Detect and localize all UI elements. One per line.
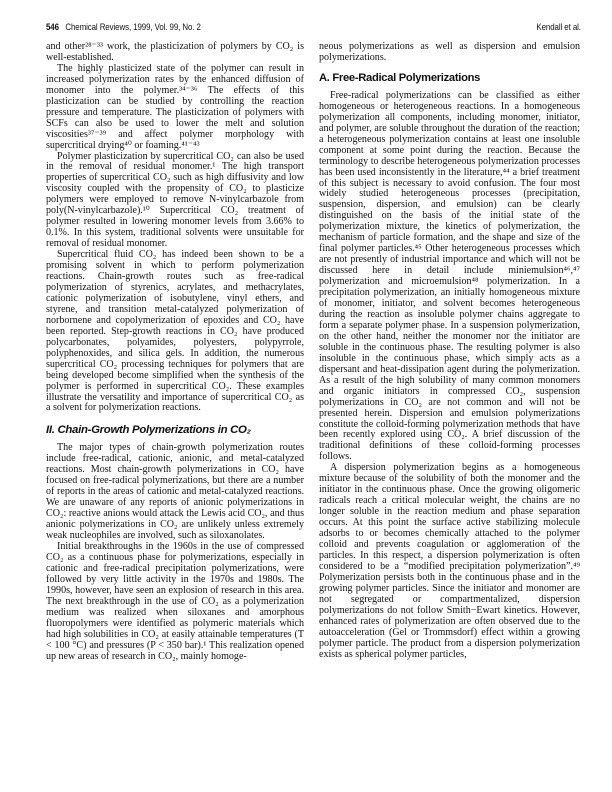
paragraph: neous polymerizations as well as dispersion and emulsion polymerizations. (319, 41, 580, 63)
paragraph: Initial breakthroughs in the 1960s in the use of compressed CO₂ as a continuous phase for polymerizations, especially in cationic and free-radical precipitation polymerizations, were followed by very little activity in the 1970s and 1980s. The 1990s, however, have seen an explosion of research in this area. The next breakthrough in the use of CO₂ as a polymerization medium was realized when siloxanes and amorphous fluoropolymers were identified as polymeric materials which had high solubilities in CO₂ at easily attainable temperatures (T < 100 °C) and pressures (P < 350 bar).¹ This realization opened up new areas of research in CO₂, mainly homoge- (46, 540, 304, 662)
paragraph: The highly plasticized state of the polymer can result in increased polymerization rates by the enhanced diffusion of monomer into the polymer.³⁴⁻³⁶ The effects of this plasticization can be studied by controlling the reaction pressure and temperature. The plasticization of polymers with SCFs can also be used to lower the melt and solution viscosities³⁷⁻³⁹ and affect polymer morphology with supercritical drying⁴⁰ or foaming.⁴¹⁻⁴³ (46, 62, 304, 151)
paragraph: A dispersion polymerization begins as a homogeneous mixture because of the solubility of both the monomer and the initiator in the continuous phase. Once the growing oligomeric radicals reach a critical molecular weight, the chains are no longer soluble in the reaction medium and phase separation occurs. At this point the surface active stabilizing molecule adsorbs to or becomes chemically attached to the polymer colloid and prevents coagulation or agglomeration of the particles. In this respect, a dispersion polymerization is often considered to be a “modified precipitation polymerization”.⁴⁹ Polymerization persists both in the continuous phase and in the growing polymer particles. Since the initiator and monomer are not segregated or compartmentalized, dispersion polymerizations do not follow Smith−Ewart kinetics. However, enhanced rates of polymerization are often observed due to the autoacceleration (Gel or Trommsdorf) effect within a growing polymer particle. The product from a dispersion polymerization exists as spherical polymer particles, (319, 462, 580, 660)
journal-citation: Chemical Reviews, 1999, Vol. 99, No. 2 (65, 22, 201, 32)
right-column (319, 42, 580, 660)
paragraph: and other²⁸⁻³³ work, the plasticization of polymers by CO₂ is well-established. (46, 41, 304, 63)
paragraph: Free-radical polymerizations can be classified as either homogeneous or heterogeneous reactions. In a homogeneous polymerization all components, including monomer, initiator, and polymer, are soluble throughout the duration of the reaction; a heterogeneous polymerization contains at least one insoluble component at some point during the reaction. Because the terminology to describe heterogeneous polymerization processes has been used inconsistently in the literature,⁴⁴ a brief treatment of this subject is necessary to avoid confusion. The four most widely studied heterogeneous processes (precipitation, suspension, dispersion, and emulsion) can be clearly distinguished on the basis of the initial state of the polymerization mixture, the kinetics of polymerization, the mechanism of particle formation, and the shape and size of the final polymer particles.⁴⁵ Other heterogeneous processes which are not presently of industrial importance and which will not be discussed here in detail include miniemulsion⁴⁶,⁴⁷ polymerization and microemulsion⁴⁸ polymerization. In a precipitation polymerization, an initially homogeneous mixture of monomer, initiator, and solvent becomes heterogeneous during the reaction as insoluble polymer chains aggregate to form a separate polymer phase. In a suspension polymerization, on the other hand, neither the monomer nor the initiator are soluble in the continuous phase. The resulting polymer is also insoluble in the continuous phase, which simply acts as a dispersant and heat-dissipation agent during the polymerization. As a result of the high solubility of many common monomers and organic initiators in compressed CO₂, suspension polymerizations in CO₂ are not common and will not be presented herein. Dispersion and emulsion polymerizations constitute the colloid-forming polymerization methods that have been recently explored using CO₂. A brief discussion of the traditional definitions of these colloid-forming processes follows. (319, 89, 580, 463)
paragraph: Polymer plasticization by supercritical CO₂ can also be used in the removal of residual monomer.¹ The high transport properties of supercritical CO₂ such as high diffusivity and low viscosity coupled with the propensity of CO₂ to plasticize polymers were employed to remove N-vinylcarbazole from poly(N-vinylcarbazole).¹⁰ Supercritical CO₂ treatment of polymer resulted in lowering monomer levels from 3.66% to 0.1%. In this system, traditional solvents were unsuitable for removal of residual monomer. (46, 150, 304, 250)
subsection-heading: A. Free-Radical Polymerizations (319, 71, 481, 84)
section-heading: II. Chain-Growth Polymerizations in CO₂ (46, 424, 251, 437)
running-author: Kendall et al. (536, 22, 581, 32)
paragraph: The major types of chain-growth polymerization routes include free-radical, cationic, anionic, and metal-catalyzed reactions. Most chain-growth polymerizations in CO₂ have focused on free-radical polymerizations, but there are a number of reports in the areas of cationic and metal-catalyzed reactions. We are unaware of any reports of anionic polymerizations in CO₂: reactive anions would attack the Lewis acid CO₂, and thus anionic polymerizations in CO₂ are unlikely unless extremely weak nucleophiles are involved, such as siloxanolates. (46, 442, 304, 542)
paragraph: Supercritical fluid CO₂ has indeed been shown to be a promising solvent in which to perform polymerization reactions. Chain-growth routes such as free-radical polymerization of styrenics, acrylates, and methacrylates, cationic polymerization of isobutylene, vinyl ethers, and styrene, and transition metal-catalyzed polymerization of norbornene and copolymerization of epoxides and CO₂ have been reported. Step-growth reactions in CO₂ have produced polycarbonates, polyamides, polyesters, polypyrrole, polyphenoxides, and silica gels. In addition, the numerous supercritical CO₂ processing techniques for polymers that are being developed become simplified when the synthesis of the polymer is performed in supercritical CO₂. These examples illustrate the versatility and importance of supercritical CO₂ as a solvent for polymerization reactions. (46, 249, 304, 414)
running-head (46, 22, 581, 34)
page-number: 546 (46, 22, 59, 32)
left-column (46, 42, 304, 662)
